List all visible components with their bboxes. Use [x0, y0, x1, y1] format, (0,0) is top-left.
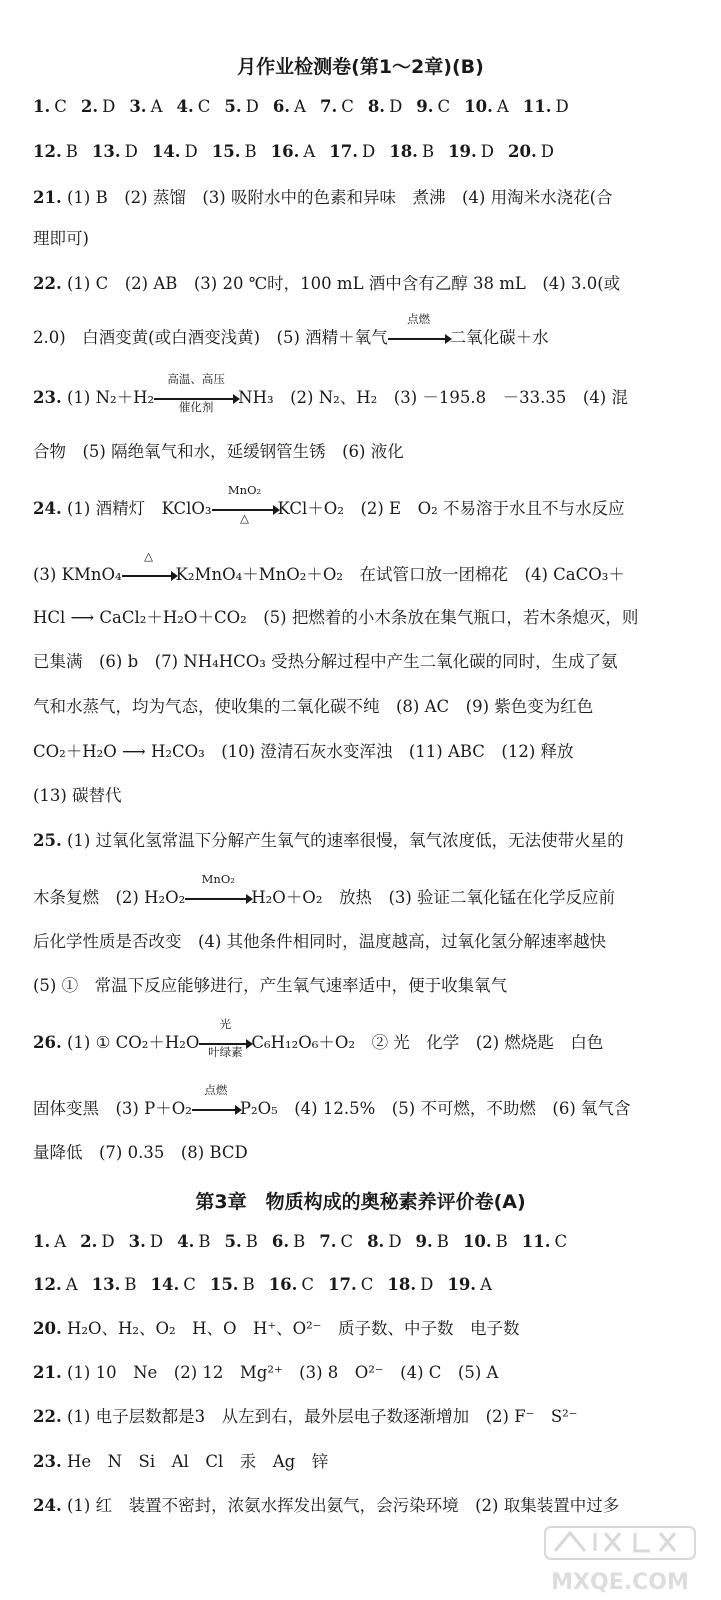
answer-letter: D	[388, 1232, 402, 1251]
answer-text: (1) 10 Ne (2) 12 Mg²⁺ (3) 8 O²⁻ (4) C (5) A	[66, 1363, 499, 1382]
reaction-arrow	[212, 483, 278, 525]
question-number: 18.	[387, 1275, 417, 1294]
mc-answer	[33, 1275, 78, 1294]
answer-text: H₂O＋O₂ 放热 (3) 验证二氧化锰在化学反应前	[251, 888, 616, 907]
answer-letter: D	[124, 142, 138, 161]
question-number: 19.	[447, 1275, 477, 1294]
question-number: 1.	[33, 97, 51, 116]
answer-letter: C	[341, 97, 354, 116]
watermark-logo	[525, 1523, 715, 1598]
answer-text: C₆H₁₂O₆＋O₂ ② 光 化学 (2) 燃烧匙 白色	[251, 1033, 604, 1052]
mc-answer	[224, 97, 258, 116]
mc-answer	[463, 1232, 508, 1251]
mc-answer	[387, 1275, 433, 1294]
answer-text: 2.0) 白酒变黄(或白酒变浅黄) (5) 酒精＋氧气	[33, 328, 388, 347]
answer-letter: D	[184, 142, 198, 161]
q24-line-4	[33, 650, 693, 674]
answer-text: P₂O₅ (4) 12.5% (5) 不可燃，不助燃 (6) 氧气含	[239, 1099, 631, 1118]
mc-answer	[152, 142, 198, 161]
question-number: 6.	[271, 1232, 290, 1251]
mc-answer	[177, 1232, 210, 1251]
question-number: 21.	[33, 1363, 62, 1382]
question-number: 5.	[224, 97, 242, 116]
q25-line-1	[33, 829, 693, 853]
question-number: 2.	[80, 97, 99, 116]
mc-answer	[389, 142, 434, 161]
mc-answer	[92, 1275, 137, 1294]
answer-letter: D	[480, 142, 495, 161]
question-number: 2.	[80, 1232, 98, 1251]
q24-line-3	[33, 606, 693, 630]
s3-q20	[33, 1317, 693, 1341]
answer-text: CO₂＋H₂O ⟶ H₂CO₃ (10) 澄清石灰水变浑浊 (11) ABC (12) 释放	[33, 742, 574, 761]
mc-answer	[273, 97, 306, 116]
q25-line-4	[33, 974, 693, 998]
mc-row-1	[33, 95, 693, 119]
answer-letter: B	[242, 1275, 255, 1294]
q24-line-1	[33, 483, 693, 525]
reaction-arrow	[122, 549, 176, 587]
q24-line-5	[33, 695, 693, 719]
mc-answer	[328, 1275, 373, 1294]
question-number: 20.	[508, 142, 537, 161]
answer-letter: A	[496, 97, 509, 116]
answer-letter: D	[420, 1275, 434, 1294]
reaction-arrow	[154, 372, 238, 414]
mc-answer	[448, 142, 494, 161]
question-number: 4.	[177, 1232, 195, 1251]
answer-letter: A	[150, 97, 163, 116]
reaction-condition: 高温、高压	[167, 372, 225, 386]
answer-text: 木条复燃 (2) H₂O₂	[33, 888, 186, 907]
section-title-2: 第3章 物质构成的奥秘素养评价卷(A)	[195, 1191, 526, 1213]
mc-answer	[224, 1232, 257, 1251]
q26-line-3	[33, 1141, 693, 1165]
mc-answer	[80, 1232, 114, 1251]
answer-text: (1) 过氧化氢常温下分解产生氧气的速率很慢，氧气浓度低，无法使带火星的	[66, 831, 624, 850]
question-number: 26.	[33, 1033, 62, 1052]
q22-line-2	[33, 312, 693, 350]
q26-line-2	[33, 1083, 693, 1121]
question-number: 16.	[268, 1275, 298, 1294]
answer-letter: D	[389, 97, 403, 116]
section-title-1: 月作业检测卷(第1～2章)(B)	[237, 56, 484, 78]
q22-line-1	[33, 272, 693, 296]
answer-letter: C	[360, 1275, 374, 1294]
reaction-arrow	[388, 312, 450, 350]
mc-answer	[81, 97, 115, 116]
answer-letter: A	[480, 1275, 492, 1294]
reaction-arrow	[185, 872, 251, 910]
heat-symbol: △	[144, 549, 154, 563]
q21-line-1	[33, 186, 693, 210]
mc-answer	[319, 1232, 353, 1251]
question-number: 24.	[33, 499, 62, 518]
heat-symbol: △	[240, 511, 249, 525]
answer-text: (1) ① CO₂＋H₂O	[66, 1033, 200, 1052]
reaction-arrow	[192, 1083, 240, 1121]
mc-row-2	[33, 140, 693, 164]
answer-text: H₂O、H₂、O₂ H、O H⁺、O²⁻ 质子数、中子数 电子数	[66, 1319, 520, 1338]
answer-text: He N Si Al Cl 汞 Ag 锌	[66, 1452, 329, 1471]
mc-answer	[271, 142, 316, 161]
question-number: 11.	[522, 97, 552, 116]
mc-answer	[367, 1232, 401, 1251]
question-number: 23.	[33, 1452, 62, 1471]
answer-text: (1) N₂＋H₂	[66, 388, 155, 407]
answer-letter: C	[183, 1275, 196, 1294]
answer-text: 量降低 (7) 0.35 (8) BCD	[33, 1143, 248, 1162]
answer-text: (1) C (2) AB (3) 20 ℃时，100 mL 酒中含有乙醇 38 mL (4) 3.0(或	[66, 274, 621, 293]
reaction-condition: 点燃	[204, 1083, 228, 1097]
answer-text: 理即可)	[33, 229, 89, 248]
answer-letter: B	[198, 1232, 211, 1251]
answer-letter: C	[197, 97, 211, 116]
question-number: 15.	[211, 142, 241, 161]
answer-letter: C	[301, 1275, 315, 1294]
question-number: 14.	[150, 1275, 180, 1294]
mc-answer	[212, 142, 257, 161]
mc-answer	[33, 97, 67, 116]
mc-answer	[508, 142, 554, 161]
mc-answer	[92, 142, 138, 161]
question-number: 12.	[33, 142, 62, 161]
answer-text: KCl＋O₂ (2) E O₂ 不易溶于水且不与水反应	[277, 499, 625, 518]
answer-letter: B	[495, 1232, 508, 1251]
mc-answer	[176, 97, 210, 116]
answer-text: 合物 (5) 隔绝氧气和水，延缓钢管生锈 (6) 液化	[33, 442, 404, 461]
mc-answer	[464, 97, 509, 116]
answer-letter: B	[124, 1275, 137, 1294]
answer-letter: A	[303, 142, 316, 161]
answer-text: 固体变黑 (3) P＋O₂	[33, 1099, 192, 1118]
mc-answer	[129, 97, 162, 116]
question-number: 8.	[367, 1232, 385, 1251]
question-number: 12.	[33, 1275, 62, 1294]
q25-line-2	[33, 872, 693, 910]
question-number: 23.	[33, 388, 62, 407]
question-number: 11.	[521, 1232, 551, 1251]
answer-letter: C	[437, 97, 451, 116]
answer-letter: A	[294, 97, 306, 116]
question-number: 20.	[33, 1319, 62, 1338]
q24-line-6	[33, 740, 693, 764]
answer-text: HCl ⟶ CaCl₂＋H₂O＋CO₂ (5) 把燃着的小木条放在集气瓶口，若木条熄灭，则	[33, 608, 639, 627]
answer-letter: D	[102, 97, 116, 116]
arrow-icon	[192, 1109, 240, 1111]
answer-letter: C	[54, 97, 67, 116]
arrow-icon	[185, 898, 251, 900]
reaction-catalyst: 叶绿素	[208, 1045, 243, 1059]
mc-answer	[272, 1232, 305, 1251]
answer-text: (3) KMnO₄	[33, 565, 122, 584]
arrow-icon	[388, 338, 450, 340]
q23-line-1	[33, 372, 693, 414]
answer-letter: D	[101, 1232, 115, 1251]
answer-text: (1) 电子层数都是3 从左到右，最外层电子数逐渐增加 (2) F⁻ S²⁻	[66, 1407, 578, 1426]
reaction-arrow	[199, 1017, 251, 1059]
question-number: 18.	[389, 142, 418, 161]
question-number: 7.	[319, 97, 338, 116]
question-number: 7.	[319, 1232, 337, 1251]
answer-text: (1) B (2) 蒸馏 (3) 吸附水中的色素和异味 煮沸 (4) 用淘米水浇花(合	[66, 188, 613, 207]
mc-answer	[416, 97, 450, 116]
question-number: 8.	[367, 97, 386, 116]
mc-row-3	[33, 1230, 693, 1254]
answer-text: (13) 碳替代	[33, 786, 122, 805]
question-number: 15.	[209, 1275, 239, 1294]
question-number: 4.	[176, 97, 194, 116]
mc-answer	[33, 1232, 66, 1251]
mc-answer	[447, 1275, 492, 1294]
answer-text: NH₃ (2) N₂、H₂ (3) －195.8 －33.35 (4) 混	[238, 388, 628, 407]
answer-text: 后化学性质是否改变 (4) 其他条件相同时，温度越高，过氧化氢分解速率越快	[33, 932, 607, 951]
mc-answer	[320, 97, 354, 116]
question-number: 10.	[464, 97, 493, 116]
s3-q21	[33, 1361, 693, 1385]
question-number: 10.	[462, 1232, 492, 1251]
mc-answer	[33, 142, 78, 161]
question-number: 5.	[224, 1232, 242, 1251]
answer-text: 已集满 (6) b (7) NH₄HCO₃ 受热分解过程中产生二氧化碳的同时，生成了氨	[33, 652, 618, 671]
reaction-condition: MnO₂	[227, 483, 262, 497]
s3-q22	[33, 1405, 693, 1429]
q26-line-1	[33, 1017, 693, 1059]
question-number: 19.	[448, 142, 477, 161]
question-number: 25.	[33, 831, 62, 850]
answer-letter: D	[149, 1232, 164, 1251]
answer-text: 二氧化碳＋水	[449, 328, 549, 347]
answer-text: 气和水蒸气，均为气态，使收集的二氧化碳不纯 (8) AC (9) 紫色变为红色	[33, 697, 594, 716]
mc-answer	[210, 1275, 255, 1294]
answer-letter: B	[244, 142, 257, 161]
q24-line-2	[33, 549, 693, 587]
q23-line-2	[33, 440, 693, 464]
answer-text: (1) 酒精灯 KClO₃	[66, 499, 212, 518]
svg-text:MXQE.COM: MXQE.COM	[551, 1570, 689, 1595]
answer-letter: C	[554, 1232, 568, 1251]
question-number: 6.	[272, 97, 291, 116]
answer-text: (5) ① 常温下反应能够进行，产生氧气速率适中，便于收集氧气	[33, 976, 508, 995]
mc-answer	[151, 1275, 196, 1294]
question-number: 24.	[33, 1496, 62, 1515]
mc-answer	[523, 97, 569, 116]
q24-line-7	[33, 784, 693, 808]
answer-letter: D	[540, 142, 554, 161]
s3-q24	[33, 1494, 693, 1518]
arrow-icon	[122, 575, 176, 577]
question-number: 17.	[329, 142, 358, 161]
mc-answer	[522, 1232, 567, 1251]
question-number: 13.	[91, 1275, 121, 1294]
q21-line-2	[33, 227, 693, 251]
mc-answer	[269, 1275, 314, 1294]
question-number: 1.	[33, 1232, 51, 1251]
question-number: 9.	[416, 97, 434, 116]
question-number: 14.	[151, 142, 181, 161]
question-number: 17.	[328, 1275, 357, 1294]
answer-letter: B	[245, 1232, 258, 1251]
question-number: 9.	[415, 1232, 433, 1251]
question-number: 22.	[33, 1407, 62, 1426]
mc-row-4	[33, 1273, 693, 1297]
answer-letter: B	[65, 142, 78, 161]
reaction-condition: 点燃	[407, 312, 431, 326]
answer-letter: B	[293, 1232, 306, 1251]
question-number: 16.	[270, 142, 300, 161]
answer-letter: A	[65, 1275, 78, 1294]
question-number: 13.	[91, 142, 121, 161]
reaction-condition: MnO₂	[201, 872, 235, 886]
answer-text: K₂MnO₄＋MnO₂＋O₂ 在试管口放一团棉花 (4) CaCO₃＋	[175, 565, 625, 584]
question-number: 21.	[33, 188, 62, 207]
question-number: 3.	[129, 97, 147, 116]
answer-text: (1) 红 装置不密封，浓氨水挥发出氨气，会污染环境 (2) 取集装置中过多	[66, 1496, 620, 1515]
q25-line-3	[33, 930, 693, 954]
answer-letter: B	[436, 1232, 449, 1251]
mc-answer	[416, 1232, 449, 1251]
answer-letter: B	[421, 142, 435, 161]
question-number: 22.	[33, 274, 62, 293]
question-number: 3.	[128, 1232, 146, 1251]
reaction-condition: 光	[219, 1017, 232, 1031]
answer-letter: C	[340, 1232, 354, 1251]
answer-letter: A	[54, 1232, 67, 1251]
reaction-catalyst: 催化剂	[178, 400, 214, 414]
answer-letter: D	[245, 97, 259, 116]
mc-answer	[129, 1232, 163, 1251]
s3-q23	[33, 1450, 693, 1474]
answer-letter: D	[555, 97, 569, 116]
mc-answer	[368, 97, 402, 116]
mc-answer	[329, 142, 375, 161]
answer-letter: D	[361, 142, 376, 161]
